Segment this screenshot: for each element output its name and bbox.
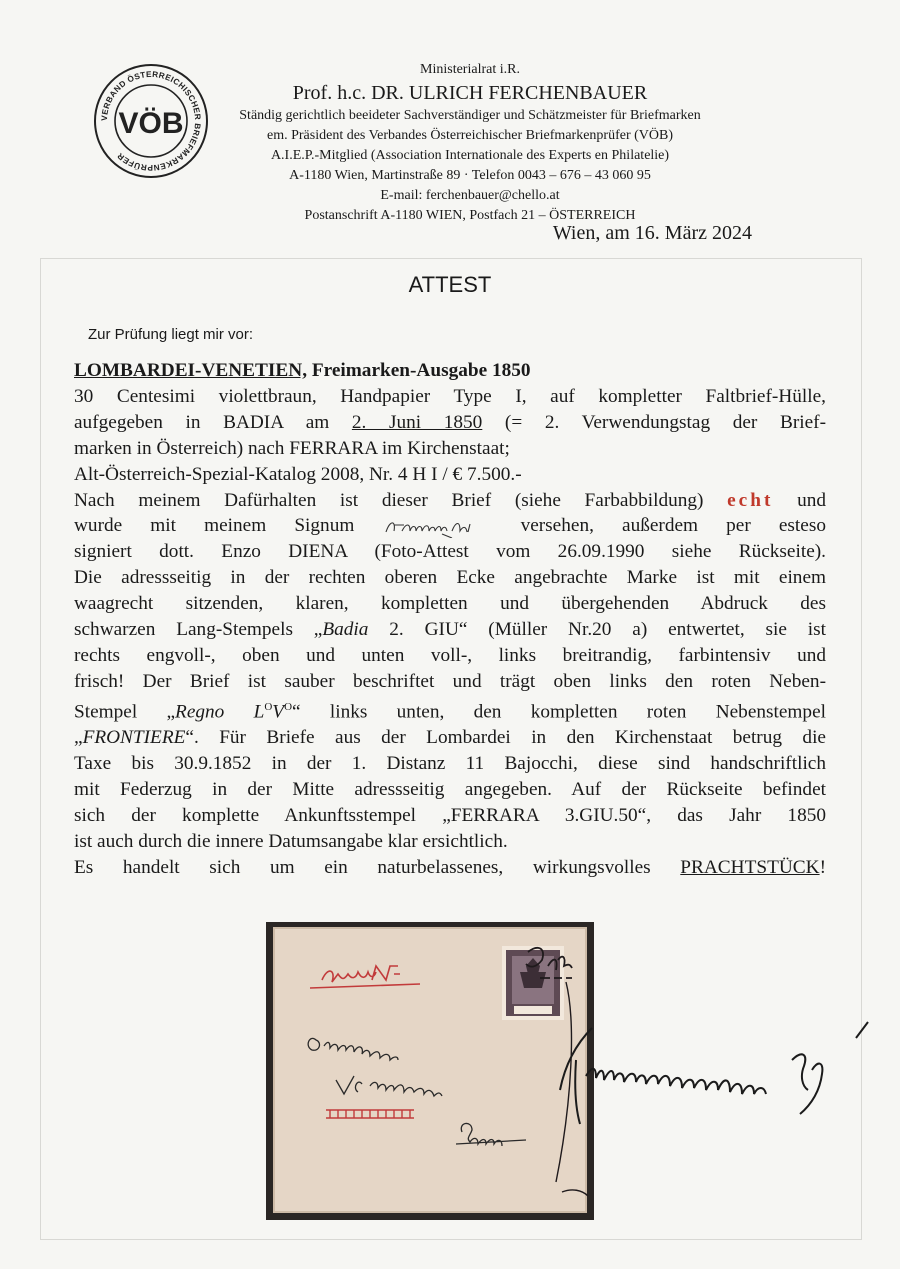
body-line: sich der komplette Ankunftsstempel „FERRARA 3.GIU.50“, das Jahr 1850 [74, 804, 826, 826]
letterhead-line: A-1180 Wien, Martinstraße 89 · Telefon 0043 – 676 – 43 060 95 [289, 168, 651, 183]
body-line: Alt-Österreich-Spezial-Katalog 2008, Nr. 4 H I / € 7.500.- [74, 463, 522, 485]
body-line: Taxe bis 30.9.1852 in der 1. Distanz 11 Bajocchi, diese sind handschriftlich [74, 753, 826, 775]
attest-body [74, 358, 826, 881]
cover-photo [266, 922, 594, 1220]
letterhead-line: em. Präsident des Verbandes Österreichischer Briefmarkenprüfer (VÖB) [267, 128, 673, 143]
body-line: Die adressseitig in der rechten oberen Ecke angebrachte Marke ist mit einem [74, 567, 826, 589]
body-line: Nach meinem Dafürhalten ist dieser Brief (siehe Farbabbildung) echt und [74, 489, 826, 511]
body-line: 30 Centesimi violettbraun, Handpapier Type I, auf kompletter Faltbrief-Hülle, [74, 385, 826, 407]
body-line: Es handelt sich um ein naturbelassenes, wirkungsvolles PRACHTSTÜCK! [74, 856, 826, 878]
document-title: ATTEST [408, 272, 492, 297]
voeb-seal-logo [92, 62, 210, 180]
stamp-image [502, 946, 564, 1020]
letterhead-line: Postanschrift A-1180 WIEN, Postfach 21 – ÖSTERREICH [304, 208, 636, 223]
letterhead-line: A.I.E.P.-Mitglied (Association Internationale des Experts en Philatelie) [270, 148, 670, 163]
letterhead-line: E-mail: ferchenbauer@chello.at [380, 188, 560, 203]
body-line: marken in Österreich) nach FERRARA im Kirchenstaat; [74, 437, 510, 459]
body-line: signiert dott. Enzo DIENA (Foto-Attest vom 26.09.1990 siehe Rückseite). [74, 541, 826, 563]
body-line: aufgegeben in BADIA am 2. Juni 1850 (= 2. Verwendungstag der Brief- [74, 411, 826, 433]
genuine-mark: echt [727, 489, 774, 511]
expert-name: Prof. h.c. DR. ULRICH FERCHENBAUER [292, 82, 648, 104]
body-line: mit Federzug in der Mitte adressseitig angegeben. Auf der Rückseite befindet [74, 778, 826, 800]
svg-text:VÖB: VÖB [118, 107, 184, 140]
body-line: wurde mit meinem Signum versehen, außerdem per esteso [74, 515, 826, 537]
body-line: Stempel „Regno $L^OV^O“$ links unten, den kompletten roten Nebenstempel [74, 700, 826, 723]
heading-line: LOMBARDEI-VENETIEN, Freimarken-Ausgabe 1850 [74, 360, 531, 381]
body-line: schwarzen Lang-Stempels „Badia 2. GIU“ (Müller Nr.20 a) entwertet, sie ist [74, 619, 827, 641]
title-line: Ministerialrat i.R. [420, 62, 520, 77]
document-date: Wien, am 16. März 2024 [552, 222, 752, 244]
letterhead-line: Ständig gerichtlich beeideter Sachverständiger und Schätzmeister für Briefmarken [239, 108, 701, 123]
intro-text: Zur Prüfung liegt mir vor: [88, 326, 254, 343]
signum-signature-icon [382, 516, 492, 538]
body-line: waagrecht sitzenden, klaren, kompletten und übergehenden Abdruck des [74, 593, 826, 615]
body-line: ist auch durch die innere Datumsangabe klar ersichtlich. [74, 830, 508, 852]
body-line: rechts engvoll-, oben und unten voll-, links breitrandig, farbintensiv und [74, 644, 826, 666]
body-line: „FRONTIERE“. Für Briefe aus der Lombardei in den Kirchenstaat betrug die [74, 727, 826, 749]
letterhead [210, 60, 730, 226]
expert-signature-icon [556, 1020, 886, 1130]
svg-text:VERBAND ÖSTERREICHISCHER BRIEF: VERBAND ÖSTERREICHISCHER BRIEFMARKENPRÜFER [99, 69, 203, 173]
body-line: frisch! Der Brief ist sauber beschriftet und trägt oben links den roten Neben- [74, 670, 826, 692]
